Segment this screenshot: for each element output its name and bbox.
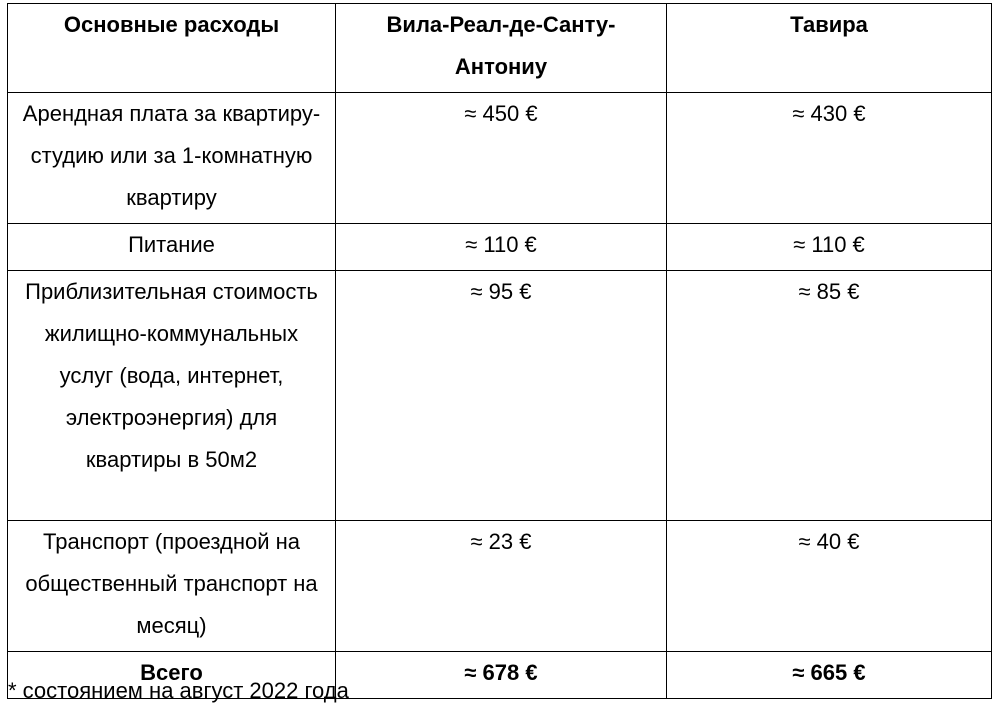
row-label: Арендная плата за квартиру-студию или за 1-комнатную квартиру <box>8 93 336 224</box>
row-value-tavira: ≈ 110 € <box>667 224 992 271</box>
row-value-tavira: ≈ 85 € <box>667 271 992 521</box>
row-label: Питание <box>8 224 336 271</box>
row-value-tavira: ≈ 430 € <box>667 93 992 224</box>
row-label: Приблизительная стоимость жилищно-коммунальных услуг (вода, интернет, электроэнергия) для квартиры в 50м2 <box>8 271 336 521</box>
total-value-vila: ≈ 678 € <box>336 652 667 699</box>
table-row <box>8 93 992 224</box>
row-value-vila: ≈ 110 € <box>336 224 667 271</box>
total-label: Всего <box>8 652 336 699</box>
row-value-vila: ≈ 450 € <box>336 93 667 224</box>
total-value-tavira: ≈ 665 € <box>667 652 992 699</box>
table-row <box>8 271 992 521</box>
row-value-vila: ≈ 95 € <box>336 271 667 521</box>
row-label: Транспорт (проездной на общественный транспорт на месяц) <box>8 521 336 652</box>
table-header-row <box>8 4 992 93</box>
footnote: * состоянием на август 2022 года <box>8 678 349 703</box>
expenses-table <box>7 3 992 699</box>
table-row <box>8 224 992 271</box>
row-value-vila: ≈ 23 € <box>336 521 667 652</box>
header-expenses: Основные расходы <box>8 4 336 93</box>
header-vila-real: Вила-Реал-де-Санту-Антониу <box>336 4 667 93</box>
header-tavira: Тавира <box>667 4 992 93</box>
row-value-tavira: ≈ 40 € <box>667 521 992 652</box>
table-row <box>8 521 992 652</box>
